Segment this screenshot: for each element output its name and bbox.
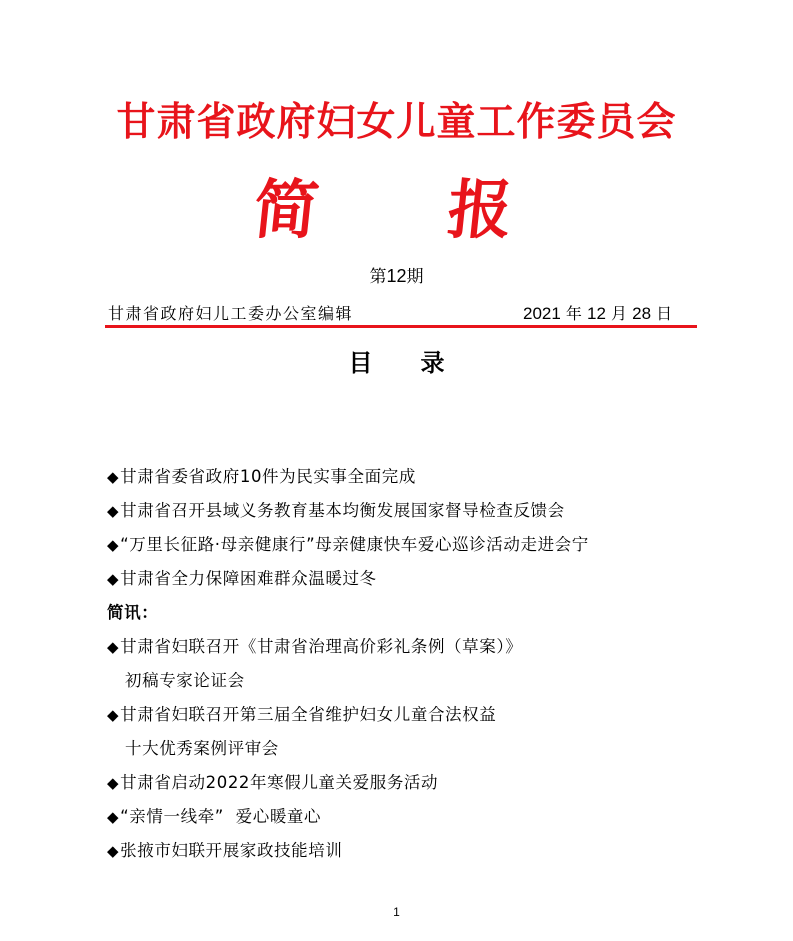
diamond-bullet-icon: ◆ bbox=[107, 468, 120, 486]
toc-item-text: “万里长征路·母亲健康行”母亲健康快车爱心巡诊活动走进会宁 bbox=[120, 535, 589, 554]
toc-brief-item-continuation: 十大优秀案例评审会 bbox=[125, 739, 279, 758]
diamond-bullet-icon: ◆ bbox=[107, 536, 120, 554]
table-of-contents bbox=[107, 460, 707, 868]
toc-brief-item bbox=[107, 630, 707, 664]
toc-item-text: 甘肃省召开县域义务教育基本均衡发展国家督导检查反馈会 bbox=[120, 501, 565, 520]
organization-title: 甘肃省政府妇女儿童工作委员会 bbox=[116, 99, 677, 145]
toc-brief-item bbox=[107, 766, 707, 800]
page-number: 1 bbox=[393, 905, 400, 919]
toc-item bbox=[107, 494, 707, 528]
diamond-bullet-icon: ◆ bbox=[107, 774, 120, 792]
date-month-unit: 月 bbox=[611, 304, 628, 323]
toc-item-text: 甘肃省全力保障困难群众温暖过冬 bbox=[120, 569, 377, 588]
issue-date bbox=[523, 303, 672, 325]
toc-title bbox=[0, 346, 793, 380]
diamond-bullet-icon: ◆ bbox=[107, 706, 120, 724]
issue-suffix: 期 bbox=[406, 267, 424, 287]
toc-item-text: 甘肃省启动2022年寒假儿童关爱服务活动 bbox=[120, 773, 439, 792]
bulletin-title-char-2: 报 bbox=[444, 174, 516, 248]
toc-brief-item bbox=[107, 800, 707, 834]
issue-number-line bbox=[0, 264, 793, 289]
toc-brief-item bbox=[107, 834, 707, 868]
editor-line: 甘肃省政府妇儿工委办公室编辑 bbox=[108, 304, 354, 323]
issue-number: 12 bbox=[386, 266, 407, 286]
toc-brief-item-continuation: 初稿专家论证会 bbox=[125, 671, 245, 690]
issue-prefix: 第 bbox=[369, 267, 387, 287]
header-divider bbox=[105, 325, 697, 328]
toc-title-char-1: 目 bbox=[348, 348, 373, 377]
diamond-bullet-icon: ◆ bbox=[107, 502, 120, 520]
diamond-bullet-icon: ◆ bbox=[107, 570, 120, 588]
toc-item-text: 张掖市妇联开展家政技能培训 bbox=[120, 841, 343, 860]
toc-section-label: 简讯： bbox=[107, 603, 159, 622]
date-year-unit: 年 bbox=[565, 304, 582, 323]
toc-brief-item bbox=[107, 698, 707, 732]
toc-title-char-2: 录 bbox=[420, 348, 445, 377]
date-month: 12 bbox=[587, 304, 606, 323]
diamond-bullet-icon: ◆ bbox=[107, 638, 120, 656]
toc-item-text: “亲情一线牵” 爱心暖童心 bbox=[120, 807, 322, 826]
toc-item bbox=[107, 562, 707, 596]
diamond-bullet-icon: ◆ bbox=[107, 808, 120, 826]
toc-item-text: 甘肃省妇联召开第三届全省维护妇女儿童合法权益 bbox=[120, 705, 497, 724]
date-year: 2021 bbox=[523, 304, 561, 323]
toc-item-text: 甘肃省妇联召开《甘肃省治理高价彩礼条例（草案）》 bbox=[120, 637, 523, 656]
toc-item-text: 甘肃省委省政府10件为民实事全面完成 bbox=[120, 467, 416, 486]
bulletin-title-char-1: 简 bbox=[250, 174, 322, 248]
toc-item bbox=[107, 460, 707, 494]
diamond-bullet-icon: ◆ bbox=[107, 842, 120, 860]
date-day: 28 bbox=[632, 304, 652, 323]
toc-item bbox=[107, 528, 707, 562]
date-day-unit: 日 bbox=[656, 304, 673, 323]
